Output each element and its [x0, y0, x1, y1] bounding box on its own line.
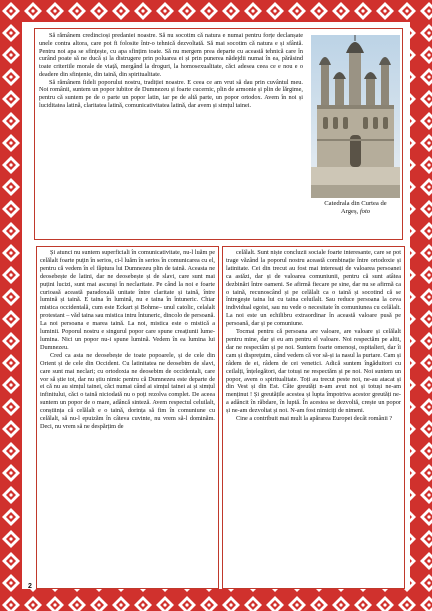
- paragraph: Cine a contribuit mai mult la apărarea Europei decât românii ?: [236, 415, 393, 423]
- left-column: [36, 246, 219, 589]
- caption-line-1: Catedrala din Curtea de: [324, 200, 387, 207]
- paragraph: Și atunci nu suntem superficiali în comunicativitate, nu-l luăm pe celălalt foarte puțin în serios, ci-l luăm în serios în comunicarea cu el, pentru că vedem în el făptura lui Dumnezeu plin de taină. Aceasta ne deosebește de latini, dar ne deosebește și de slavi, care sunt mai puțini lucizi, sunt mai ascunși în neclaritate. Pe când la noi e foarte curioasă această paradoxală unitate între claritate și taină, între lumină și taină. E taina în lumină, nu e taina în întuneric. Chiar mistica occidentală, cum este Eckart și Bohme– unul catolic, celalalt protestant – văd taina sau mistica intru întuneric, dincolo de persoană. La noi persoana e marea taină. La noi, mistica este o mistică a luminii. Poporul nostru e singurul popor care spune creațiunii lume-lumina. Nici un popor nu-i spune lumină. Vedem în ea lumina lui Dumnezeu.: [40, 249, 215, 351]
- top-article-box: [34, 28, 403, 240]
- church-photo: [311, 35, 400, 198]
- paragraph: celălalt. Sunt niște concluzii sociale foarte interesante, care se pot trage văzând la poporul nostru această combinație între ortodoxie și latinitate. Cei din trecut au fost mai interesați de valoarea persoanei ca astăzi, dar și de valoarea comuniunii, pentru că sunt atâtea dezbinări între oameni. Se afirmă fiecare pe sine, dar nu se afirmă ca o taină, recunoscând și pe celălalt ca o taină și socotind că se întregește taina lui cu taina celuilalt. Sau reduce persoana la ceva individual egoist, sau nu vede o necesitate în comuniunea cu celălalt. La noi este un echilibru extraordinar în această valoare pusă pe persoană, dar și pe comuniune.: [226, 249, 401, 328]
- page-sheet: [22, 22, 410, 589]
- page-number: 2: [28, 583, 32, 590]
- caption-line-2: Argeș,: [340, 208, 360, 215]
- right-column: [222, 246, 405, 589]
- caption-foto: foto: [359, 208, 371, 215]
- paragraph: Să rămânem fideli poporului nostru, tradiției noastre. E ceea ce am vrut să dau prin cuvântul meu. Noi românii, suntem un popor iubitor de Dumnezeu și foarte cucernic, plin de armonie și plin de lărgime, pentru că suntem pe de o parte un popor latin, iar pe de altă parte, un popor ortodox. Avem în noi și luciditatea latină, claritatea latină, comunicativitatea latină, dar avem și simțul tainei.: [39, 78, 303, 109]
- photo-caption: [309, 200, 402, 216]
- paragraph: Tocmai pentru că persoana are valoare, are valoare și celălalt pentru mine, dar și eu am pentru el valoare. Noi respectăm pe altii, dar ne respectăm și pe noi. Suntem foarte omenoși, ospitalieri, dar îi cam și dispreţuim, când vedem că vor să-și ia nasul la purtare. Cam și râdem de ei, râdem de cei venetici. Adică suntem îngăduitori cu ceilalți, înțelegători, dar totuși ne respectăm și pe noi. Noi suntem un popor, avem o spiritualitate. Toți au trecut peste noi, ne-au atacat și din Vest și din Est. Câte greutăți n-am avut noi și totuși ne-am menținut ! Și greutățile acestea și lupta împotriva acestor greutăți ne-a adâncit în răbdare, în luptă. În acestea se dezvoltă, crește un popor și ne-am dezvoltat și noi. N-am fost nimiciți de nimeni.: [226, 328, 401, 415]
- paragraph: Cred ca asta ne deosebește de toate popoarele, și de cele din Orient și de cele din Occident. Cu latinitatea ne deosebim de slavi, care sunt mai neclari; cu ortodoxia ne deosebim de occidentali, care vor să știe tot, dar nu știu nimic pentru că Dumnezeu este departe de ei că nu au simțul tainei, căci numai când ai simțul tainei ai și simțul infinitului, căci o taină niciodată nu o poți rezolva complet. De aceea suntem un popor de o mare, adâncă sinteză. Avem respectul celuilalt, conștiința că celălalt e o taină, dorința să fim în comuniune cu celălalt, să nu-l epuizăm în câteva cuvinte, nu vrem să-l dominăm. Deci, nu vrem să ne despărțim de: [40, 351, 215, 430]
- top-text-column: [39, 32, 303, 110]
- paragraph: Să rămânem credincioși predaniei noastre. Să nu socotim că natura e numai pentru forțe declanșate unele contra altora, care pot fi folosite într-o tehnică dezvoltată. Să mai socotim că natura e și sfântă. Pentru noi apa se sfințește, cu apa sfințim toate. Să nu mergem prea departe cu această tehnică care în curând poate să ne ducă și la distrugere prin poluarea ei și prin punerea nădejdii numai în ea, părăsind toate criteriile morale de viață, mergând la droguri, la homosexualitate, căci adesea ceea ce e nou e o deadere din sfințenie, din taină, din spiritualitate.: [39, 32, 303, 78]
